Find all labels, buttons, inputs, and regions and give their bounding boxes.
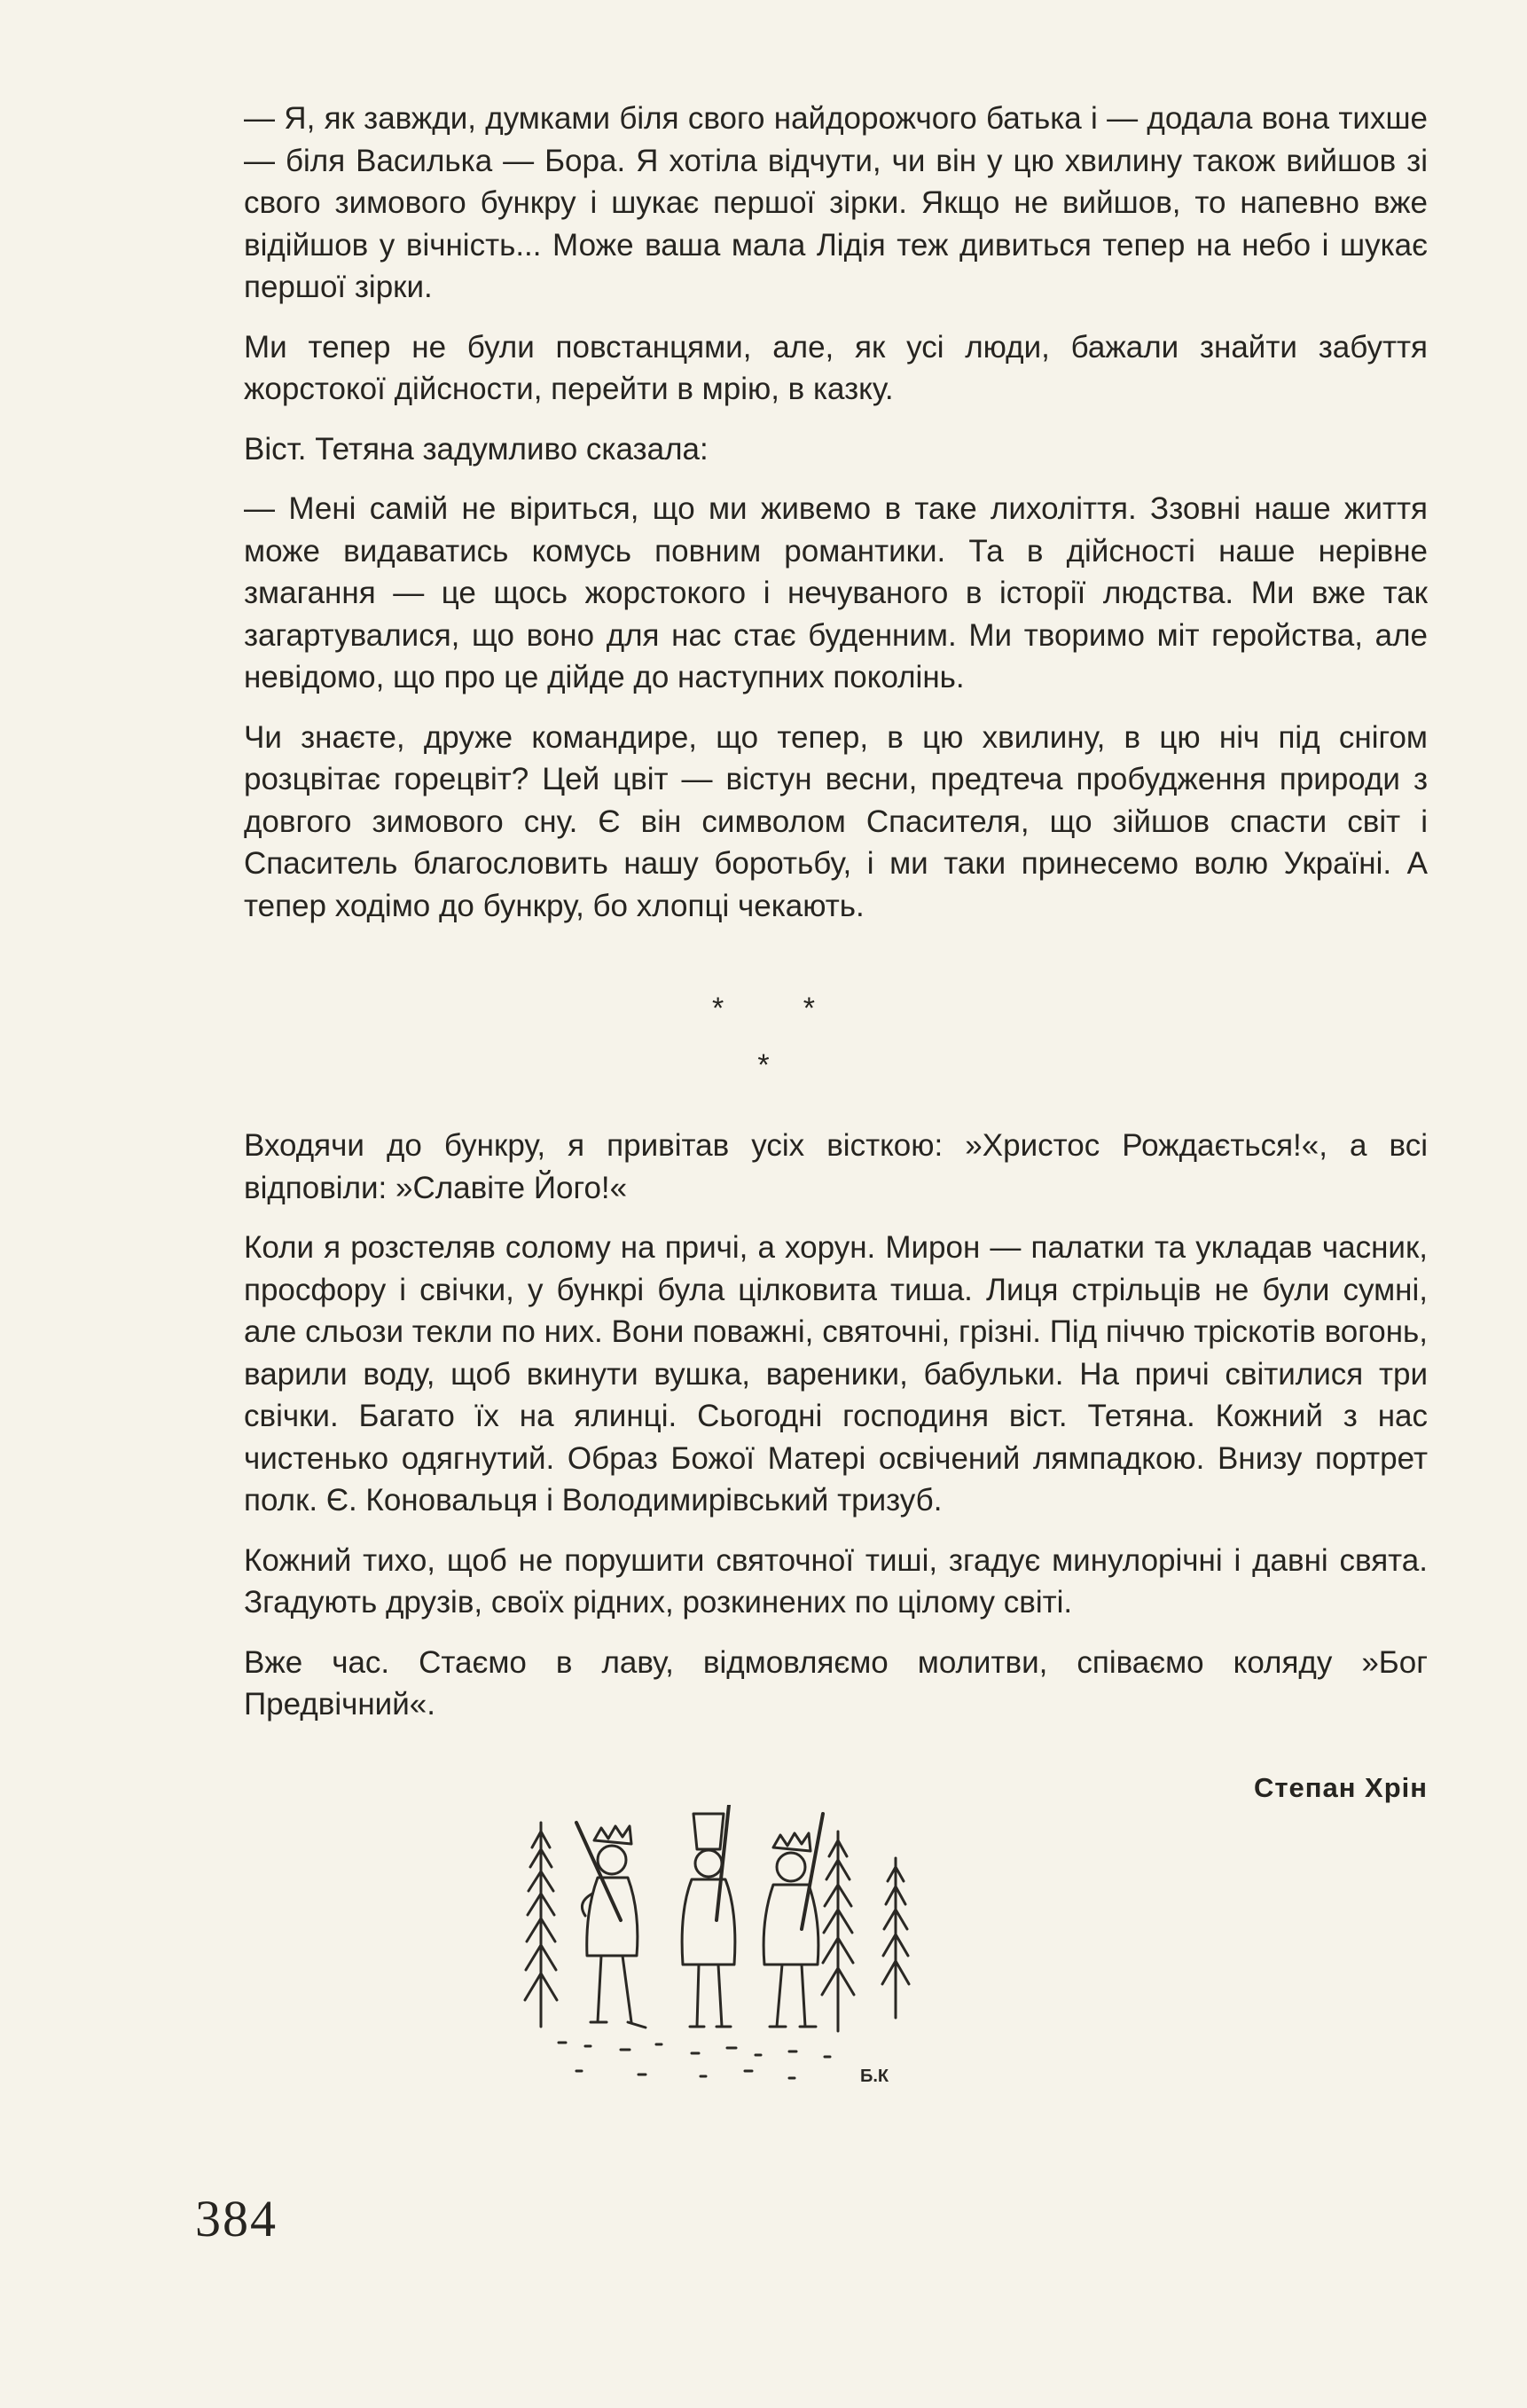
text-block-lower: [244, 1125, 1428, 1744]
paragraph: Ми тепер не були повстанцями, але, як усі люди, бажали знайти забуття жорстокої дійсности, перейти в мрію, в казку.: [244, 329, 1428, 406]
page-number: 384: [195, 2190, 278, 2247]
carolers-illustration: [523, 1805, 913, 2098]
caroler-figure-icon: [764, 1814, 823, 2027]
paragraph: Коли я розстеляв солому на причі, а хорун. Мирон — палатки та укладав часник, просфору і свічки, у бункрі була цілковита тиша. Лиця стрільців не були сумні, але сльози текли по них. Вони поважні, святочні, грізні. Під піччю тріскотів вогонь, варили воду, щоб вкинути вушка, вареники, бабульки. На причі світилися три свічки. Багато їх на ялинці. Сьогодні господиня віст. Тетяна. Кожний з нас чистенько одягнутий. Образ Божої Матері освічений лямпадкою. Внизу портрет полк. Є. Коновальця і Володимирівський тризуб.: [244, 1230, 1428, 1518]
paragraph: Входячи до бункру, я привітав усіх вісткою: »Христос Рождається!«, а всі відповіли: »Славіте Його!«: [244, 1128, 1428, 1205]
paragraph: Вже час. Стаємо в лаву, відмовляємо молитви, співаємо коляду »Бог Предвічний«.: [244, 1644, 1428, 1722]
caroler-figure-icon: [576, 1823, 646, 2028]
fir-tree-icon: [882, 1858, 909, 2018]
paragraph: Кожний тихо, щоб не порушити святочної тиші, згадує минулорічні і давні свята. Згадують друзів, своїх рідних, розкинених по цілому світі.: [244, 1542, 1428, 1620]
snow-ground: [559, 2043, 830, 2078]
caroler-figure-icon: [682, 1805, 735, 2027]
paragraph: Чи знаєте, друже командире, що тепер, в цю хвилину, в цю ніч під снігом розцвітає горецвіт? Цей цвіт — вістун весни, предтеча пробудження природи з довгого зимового сну. Є він символом Спасителя, що зійшов спасти світ і Спаситель благословить нашу боротьбу, і ми таки принесемо волю Україні. А тепер ходімо до бункру, бо хлопці чекають.: [244, 719, 1428, 923]
illustration-signature: Б.К: [860, 2067, 889, 2086]
paragraph: Віст. Тетяна задумливо сказала:: [244, 431, 709, 467]
fir-tree-icon: [822, 1831, 854, 2031]
text-block-upper: [244, 98, 1428, 945]
section-separator-top: * *: [712, 992, 850, 1025]
paragraph: — Я, як завжди, думками біля свого найдорожчого батька і — додала вона тихше — біля Василька — Бора. Я хотіла відчути, чи він у цю хвилину також вийшов зі свого зимового бункру і шукає першої зірки. Якщо не вийшов, то напевно вже відійшов у вічність... Може ваша мала Лідія теж дивиться тепер на небо і шукає першої зірки.: [244, 101, 1428, 304]
paragraph: — Мені самій не віриться, що ми живемо в таке лихоліття. Ззовні наше життя може видаватись комусь повним романтики. Та в дійсності наше нерівне змагання — це щось жорстокого і нечуваного в історії людства. Ми вже так загартувалися, що воно для нас стає буденним. Ми творимо міт геройства, але невідомо, що про це дійде до наступних поколінь.: [244, 491, 1428, 694]
fir-tree-icon: [525, 1823, 557, 2027]
author-name: Степан Хрін: [1253, 1772, 1428, 1803]
section-separator-bottom: *: [757, 1048, 770, 1082]
